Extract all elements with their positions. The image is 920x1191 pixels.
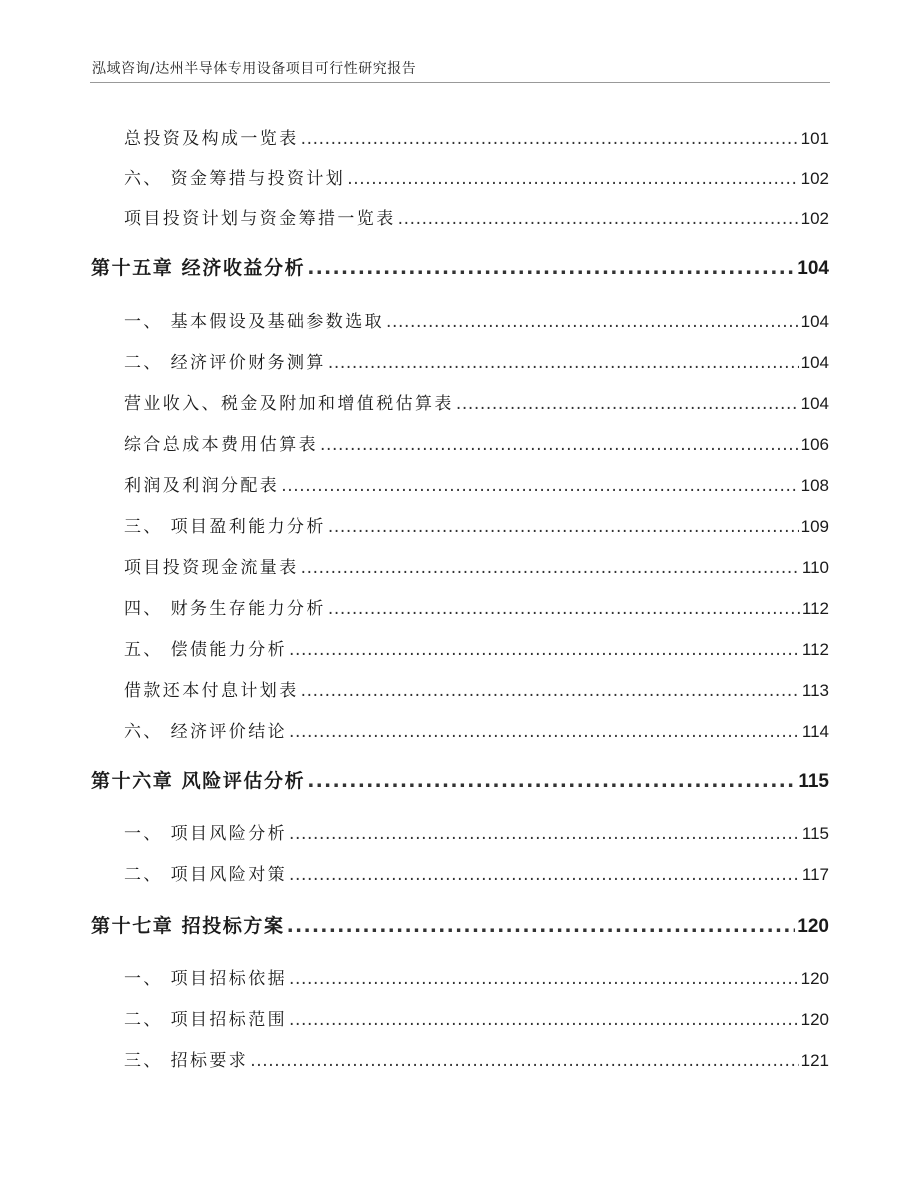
toc-page-number: 115	[801, 824, 829, 843]
toc-page-number: 121	[800, 1051, 829, 1070]
toc-page-number: 101	[800, 129, 829, 148]
toc-section-entry[interactable]	[124, 471, 829, 496]
toc-dot-leader	[289, 969, 799, 989]
toc-page-number: 102	[800, 169, 829, 188]
toc-dot-leader	[456, 394, 799, 414]
toc-page-number: 120	[800, 1010, 829, 1029]
toc-chapter-entry[interactable]	[91, 911, 829, 938]
toc-dot-leader	[347, 169, 798, 189]
toc-entry-title: 综合总成本费用估算表	[124, 435, 318, 455]
toc-page-number: 117	[801, 865, 829, 884]
toc-page-number: 104	[800, 394, 829, 413]
toc-dot-leader	[328, 353, 799, 373]
toc-section-entry[interactable]	[124, 594, 829, 619]
toc-section-entry[interactable]	[124, 553, 829, 578]
toc-entry-title: 一、 基本假设及基础参数选取	[124, 312, 385, 332]
toc-dot-leader	[307, 770, 796, 792]
toc-section-entry[interactable]	[124, 717, 829, 742]
toc-section-entry[interactable]	[124, 389, 829, 414]
toc-page-number: 104	[797, 258, 829, 279]
toc-dot-leader	[328, 517, 799, 537]
toc-entry-title: 二、 项目招标范围	[124, 1010, 288, 1030]
toc-page-number: 108	[800, 476, 829, 495]
toc-section-entry[interactable]	[124, 430, 829, 455]
toc-section-entry[interactable]	[124, 819, 829, 844]
toc-section-entry[interactable]	[124, 964, 829, 989]
toc-dot-leader	[289, 640, 800, 660]
toc-page-number: 112	[801, 599, 829, 618]
toc-entry-title: 借款还本付息计划表	[124, 681, 299, 701]
toc-section-entry[interactable]	[124, 676, 829, 701]
toc-section-entry[interactable]	[124, 348, 829, 373]
toc-page-number: 112	[801, 640, 829, 659]
toc-section-entry[interactable]	[124, 1046, 829, 1071]
toc-entry-title: 四、 财务生存能力分析	[124, 599, 326, 619]
toc-entry-title: 第十五章 经济收益分析	[91, 257, 306, 279]
toc-dot-leader	[287, 915, 796, 937]
toc-entry-title: 总投资及构成一览表	[124, 129, 299, 149]
toc-dot-leader	[328, 599, 800, 619]
toc-page-number: 114	[801, 722, 829, 741]
toc-entry-title: 五、 偿债能力分析	[124, 640, 288, 660]
toc-dot-leader	[301, 558, 800, 578]
toc-section-entry[interactable]	[124, 1005, 829, 1030]
toc-dot-leader	[289, 824, 800, 844]
toc-entry-title: 六、 资金筹措与投资计划	[124, 169, 346, 189]
toc-dot-leader	[281, 476, 798, 496]
toc-page-number: 109	[800, 517, 829, 536]
toc-page-number: 115	[798, 771, 829, 792]
toc-dot-leader	[307, 257, 795, 279]
toc-entry-title: 二、 经济评价财务测算	[124, 353, 326, 373]
toc-dot-leader	[320, 435, 799, 455]
toc-section-entry[interactable]	[124, 204, 829, 229]
toc-dot-leader	[398, 209, 799, 229]
toc-page-number: 106	[800, 435, 829, 454]
toc-entry-title: 三、 招标要求	[124, 1051, 249, 1071]
toc-dot-leader	[289, 722, 800, 742]
toc-dot-leader	[386, 312, 799, 332]
toc-dot-leader	[250, 1051, 798, 1071]
toc-page-number: 113	[801, 681, 829, 700]
toc-entry-title: 一、 项目风险分析	[124, 824, 288, 844]
toc-page-number: 104	[800, 312, 829, 331]
toc-dot-leader	[301, 129, 799, 149]
toc-entry-title: 一、 项目招标依据	[124, 969, 288, 989]
toc-entry-title: 项目投资现金流量表	[124, 558, 299, 578]
toc-entry-title: 六、 经济评价结论	[124, 722, 288, 742]
toc-section-entry[interactable]	[124, 124, 829, 149]
toc-section-entry[interactable]	[124, 307, 829, 332]
toc-chapter-entry[interactable]	[91, 253, 829, 280]
toc-entry-title: 营业收入、税金及附加和增值税估算表	[124, 394, 454, 414]
toc-page-number: 104	[800, 353, 829, 372]
toc-page-number: 110	[801, 558, 829, 577]
toc-entry-title: 利润及利润分配表	[124, 476, 280, 496]
toc-section-entry[interactable]	[124, 635, 829, 660]
toc-section-entry[interactable]	[124, 164, 829, 189]
toc-chapter-entry[interactable]	[91, 766, 829, 793]
page-header: 泓域咨询/达州半导体专用设备项目可行性研究报告	[92, 61, 417, 77]
toc-section-entry[interactable]	[124, 512, 829, 537]
toc-entry-title: 二、 项目风险对策	[124, 865, 288, 885]
toc-entry-title: 第十七章 招投标方案	[91, 915, 285, 937]
toc-dot-leader	[289, 1010, 799, 1030]
toc-entry-title: 项目投资计划与资金筹措一览表	[124, 209, 396, 229]
toc-section-entry[interactable]	[124, 860, 829, 885]
toc-page-number: 120	[800, 969, 829, 988]
toc-entry-title: 第十六章 风险评估分析	[91, 770, 306, 792]
toc-page-number: 102	[800, 209, 829, 228]
toc-dot-leader	[301, 681, 800, 701]
toc-page-number: 120	[797, 916, 829, 937]
toc-dot-leader	[289, 865, 800, 885]
toc-entry-title: 三、 项目盈利能力分析	[124, 517, 326, 537]
